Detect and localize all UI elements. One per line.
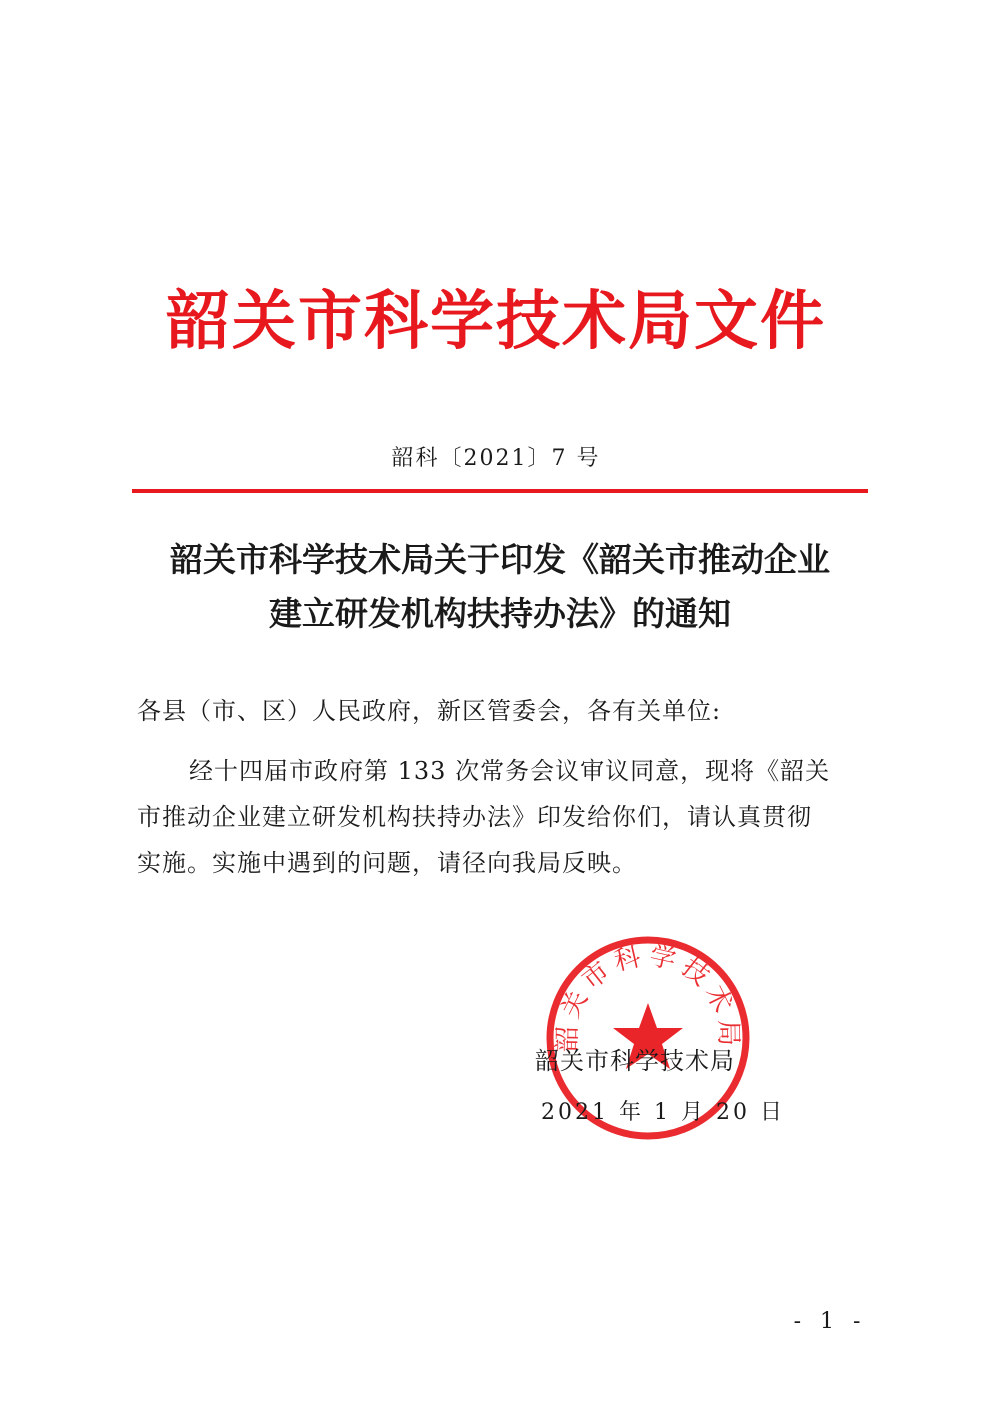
signer-organization: 韶关市科学技术局 — [535, 1047, 735, 1075]
page-number: - 1 - — [793, 1309, 867, 1334]
salutation: 各县（市、区）人民政府，新区管委会，各有关单位: — [137, 697, 722, 725]
signature-date: 2021 年 1 月 20 日 — [541, 1100, 785, 1125]
body-line-2: 市推动企业建立研发机构扶持办法》印发给你们，请认真贯彻 — [137, 803, 812, 831]
document-title — [132, 533, 868, 641]
masthead-title: 韶关市科学技术局文件 — [166, 284, 826, 359]
seal-text: 韶关市科学技术局 — [552, 940, 744, 1053]
body-line-3: 实施。实施中遇到的问题，请径向我局反映。 — [137, 849, 637, 877]
title-line-1: 韶关市科学技术局关于印发《韶关市推动企业 — [170, 540, 830, 579]
body-paragraph — [137, 748, 857, 886]
red-separator-line — [132, 489, 868, 493]
title-line-2: 建立研发机构扶持办法》的通知 — [269, 594, 731, 633]
body-line-1: 经十四届市政府第 133 次常务会议审议同意，现将《韶关 — [189, 757, 831, 785]
document-number: 韶科〔2021〕7 号 — [391, 446, 601, 471]
